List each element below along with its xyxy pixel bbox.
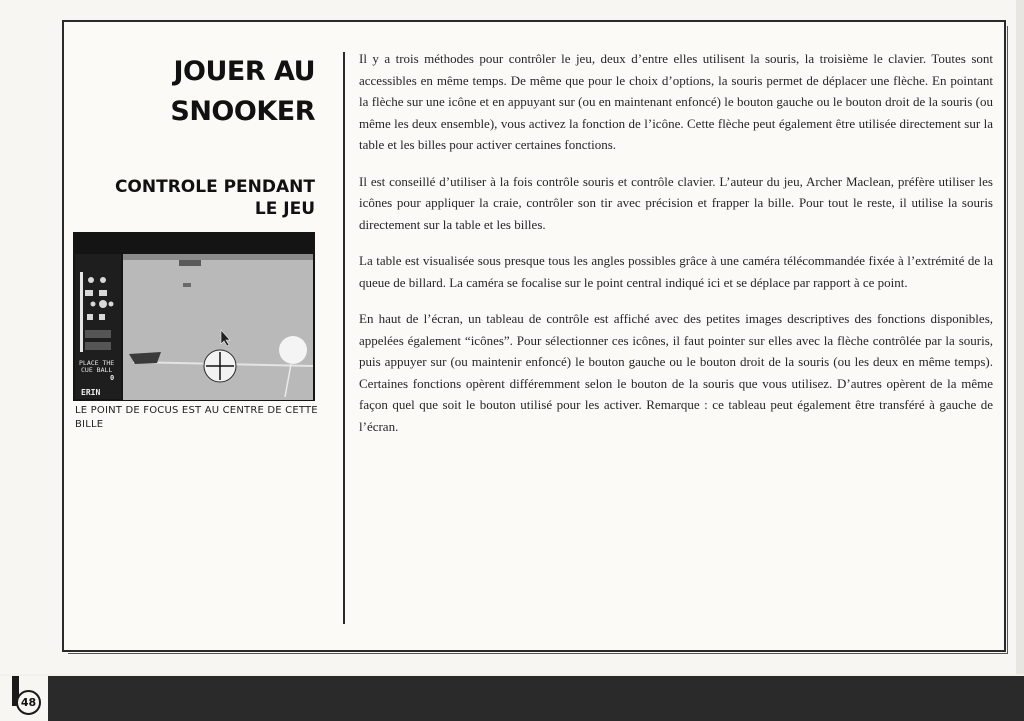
- paragraph: Il est conseillé d’utiliser à la fois contrôle souris et contrôle clavier. L’auteur du jeu, Archer Maclean, préfère utiliser les icônes pour appliquer la craie, contrôler son tir avec précision et frapper la bille. Pour tout le reste, il utilise la souris directement sur la table et les billes.: [359, 173, 993, 232]
- body-text: [359, 48, 993, 452]
- snooker-scene: [73, 232, 315, 401]
- page-title: [75, 52, 315, 132]
- distant-ball: [183, 283, 191, 287]
- panel-text-1: PLACE THE: [79, 359, 115, 367]
- game-screenshot: [73, 232, 315, 401]
- paragraph: La table est visualisée sous presque tous les angles possibles grâce à une caméra télécommandée fixée à l’extrémité de la queue de billard. La caméra se focalise sur le point central indiqué ici et se déplace par rapport à ce point.: [359, 253, 993, 290]
- player-name: ERIN: [81, 388, 101, 397]
- footer-bar: [0, 676, 1024, 721]
- title-line-2: SNOOKER: [170, 96, 315, 127]
- power-gauge: [80, 272, 83, 352]
- panel-text-2: CUE BALL: [81, 366, 113, 374]
- subtitle-line-2: LE JEU: [254, 199, 315, 219]
- title-line-1: JOUER AU: [173, 56, 315, 87]
- table-cushion: [123, 254, 313, 260]
- paragraph: Il y a trois méthodes pour contrôler le jeu, deux d’entre elles utilisent la souris, la troisième le clavier. Toutes sont accessibles en même temps. De même que pour le choix d’options, la souris permet de déplacer une flèche. En pointant la flèche sur une icône et en appuyant sur (ou en maintenant enfoncé) le bouton gauche ou le bouton droit de la souris (ou même les deux ensemble), vous activez la fonction de l’icône. Cette flèche peut également être utilisée directement sur la table et les billes pour activer certaines fonctions.: [359, 51, 993, 152]
- subtitle-line-1: CONTROLE PENDANT: [114, 177, 315, 197]
- section-heading: [65, 176, 315, 220]
- cue-ball: [279, 336, 307, 364]
- figure-caption: LE POINT DE FOCUS EST AU CENTRE DE CETTE BILLE: [75, 405, 318, 430]
- column-divider: [343, 52, 345, 624]
- paragraph: En haut de l’écran, un tableau de contrôle est affiché avec des petites images descriptives des fonctions disponibles, appelées également “icônes”. Pour sélectionner ces icônes, il faut pointer sur elles avec la flèche contrôlée par la souris, puis appuyer sur (ou maintenir enfoncé) le bouton gauche ou le bouton droit de la souris (ou les deux en même temps). Certaines fonctions opèrent différemment selon le bouton de la souris que vous utilisez. D’autres opèrent de la même façon quel que soit le bouton utilisé pour les activer. Remarque : ce tableau peut également être transféré à gauche de l’écran.: [359, 311, 993, 434]
- page-edge: [1016, 0, 1024, 674]
- page-number: 48: [16, 690, 41, 715]
- far-pocket: [179, 260, 201, 266]
- panel-number: 0: [110, 374, 115, 382]
